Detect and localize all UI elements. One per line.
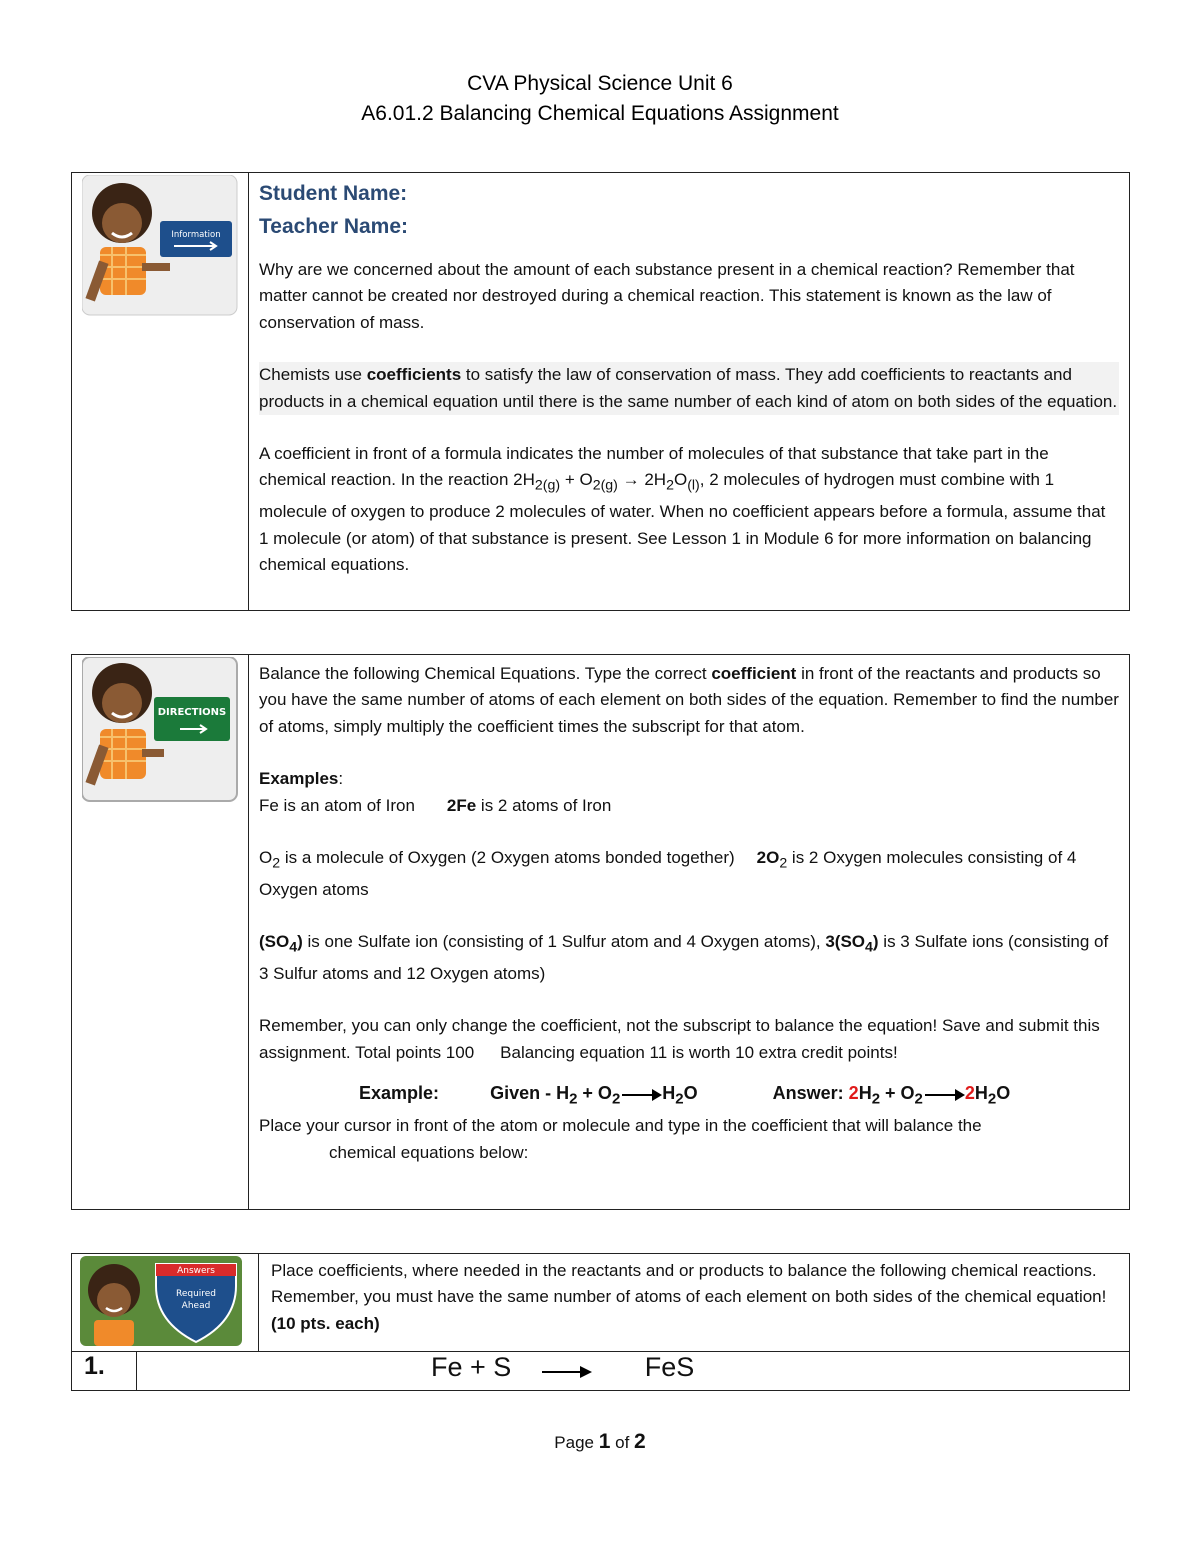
answers-box — [71, 1253, 1130, 1391]
reaction-arrow-icon — [925, 1094, 963, 1096]
equation-row — [72, 1352, 1130, 1391]
conservation-paragraph: Why are we concerned about the amount of each substance present in a chemical reaction? Remember that matter cannot be created nor destroyed during a chemical reaction. This statement is known as the law of conservation of mass. — [259, 260, 1075, 332]
coefficients-paragraph: Chemists use coefficients to satisfy the law of conservation of mass. They add coefficients to reactants and products in a chemical equation until there is the same number of each kind of atom on both sides of the equation. — [259, 362, 1119, 415]
reaction-arrow-icon — [542, 1371, 590, 1373]
directions-intro: Balance the following Chemical Equations. Type the correct coefficient in front of the reactants and products so you have the same number of atoms of each element on both sides of the equation. Remember to find the number of atoms, simply multiply the coefficient times the subscript for that atom. — [259, 664, 1119, 736]
equation-number: 1. — [72, 1352, 137, 1391]
doc-title-line2: A6.01.2 Balancing Chemical Equations Assignment — [361, 102, 839, 125]
svg-text:Answers: Answers — [177, 1266, 215, 1276]
reaction-arrow-icon — [622, 1094, 660, 1096]
doc-title-line1: CVA Physical Science Unit 6 — [467, 72, 733, 95]
teacher-directions-icon — [82, 657, 242, 803]
coefficient-meaning-paragraph: A coefficient in front of a formula indicates the number of molecules of that substance that take part in the chemical reaction. In the reaction $2H_{2(g)} + O_{2(g)} \to 2H_2O_{(l)}$, 2 molecules of hydrogen must combine with 1 molecule of oxygen to produce 2 molecules of water. When no coefficient appears before a formula, assume that 1 molecule (or atom) of that substance is present. See Lesson 1 in Module 6 for more information on balancing chemical equations. — [259, 444, 1106, 575]
example-sulfate: $(SO_4)$ is one Sulfate ion (consisting of 1 Sulfur atom and 4 Oxygen atoms), $3(SO_4)$ is 3 Sulfate ions (consisting of 3 Sulfur atoms and 12 Oxygen atoms) — [259, 932, 1109, 984]
svg-text:Information: Information — [171, 230, 221, 240]
svg-text:Required: Required — [175, 1289, 217, 1299]
info-box — [71, 172, 1130, 611]
equation-cell[interactable] — [137, 1352, 1130, 1391]
answers-instructions: Place coefficients, where needed in the reactants and or products to balance the following chemical reactions. Remember, you must have the same number of atoms of each element on both sides of the chemical equation! (10 pts. each) — [271, 1261, 1107, 1333]
equation-products: FeS — [644, 1352, 695, 1382]
remember-paragraph: Remember, you can only change the coefficient, not the subscript to balance the equation! Save and submit this assignment. Total points 100 Balancing equation 11 is worth 10 extra credit points! — [259, 1016, 1100, 1062]
answers-required-ahead-icon — [80, 1256, 244, 1346]
equation-reactants: Fe + S — [431, 1352, 512, 1382]
svg-text:DIRECTIONS: DIRECTIONS — [157, 707, 227, 718]
teacher-name-label: Teacher Name: — [259, 215, 409, 238]
svg-text:Ahead: Ahead — [181, 1301, 211, 1311]
page-footer: Page 1 of 2 — [554, 1430, 646, 1453]
student-name-label: Student Name: — [259, 182, 408, 205]
cursor-instructions: Place your cursor in front of the atom or molecule and type in the coefficient that will balance the chemical equations below: — [259, 1116, 982, 1162]
directions-box — [71, 654, 1130, 1210]
teacher-information-icon — [82, 175, 242, 317]
example-iron: Fe is an atom of Iron 2Fe is 2 atoms of Iron — [259, 795, 612, 815]
example-oxygen: $O_2$ is a molecule of Oxygen (2 Oxygen atoms bonded together) $2O_2$ is 2 Oxygen molecules consisting of 4 Oxygen atoms — [259, 848, 1077, 899]
worked-example: Example: Given - $H_2 + O_2$ $H_2O$ Answer: $2H_2 + O_2$ $2H_2O$ — [359, 1083, 1011, 1108]
examples-heading: Examples: — [259, 769, 344, 789]
